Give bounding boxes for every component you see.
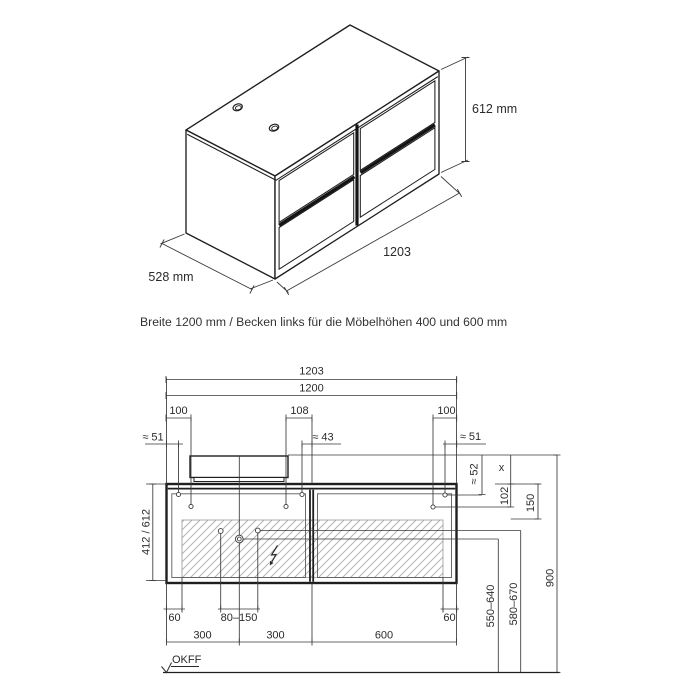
dim-cabinet-heights: 412 / 612 bbox=[140, 509, 153, 555]
floor-label: OKFF bbox=[172, 654, 202, 666]
dim-300-right: 300 bbox=[266, 629, 285, 642]
dim-valve-height: 580–670 bbox=[508, 582, 520, 626]
installation-drawing bbox=[141, 366, 561, 673]
valve-connection-left bbox=[218, 529, 223, 534]
dim-approx-51-right: ≈ 51 bbox=[459, 431, 482, 443]
dim-tap-spacing: 80–150 bbox=[220, 612, 258, 624]
dim-300-left: 300 bbox=[193, 629, 212, 642]
dim-approx-51-left: ≈ 51 bbox=[142, 431, 164, 444]
floor-line-group bbox=[162, 663, 560, 673]
dim-900: 900 bbox=[544, 568, 557, 588]
dim-102: 102 bbox=[499, 486, 511, 506]
dim-body-width: 1200 bbox=[299, 382, 324, 395]
dim-60-right: 60 bbox=[443, 612, 456, 624]
dim-approx-43: ≈ 43 bbox=[312, 431, 334, 444]
valve-connection-right bbox=[255, 528, 260, 533]
dim-drain-height: 550–640 bbox=[485, 584, 497, 628]
iso-depth-label: 528 mm bbox=[148, 270, 194, 284]
dim-variable-x: x bbox=[498, 462, 505, 474]
isometric-view bbox=[148, 25, 517, 295]
iso-height-label: 612 mm bbox=[472, 102, 518, 116]
cabinet-box bbox=[186, 25, 439, 279]
dim-overall-width: 1203 bbox=[299, 365, 324, 378]
dim-left-100: 100 bbox=[169, 405, 188, 417]
dim-150: 150 bbox=[525, 493, 537, 513]
iso-width-label: 1203 bbox=[383, 245, 411, 259]
dim-right-100: 100 bbox=[437, 405, 456, 417]
dim-60-left: 60 bbox=[168, 612, 181, 624]
dim-600: 600 bbox=[374, 629, 394, 642]
level-mark-icon bbox=[162, 663, 172, 673]
dim-center-108: 108 bbox=[290, 405, 309, 417]
caption-text: Breite 1200 mm / Becken links für die Möbelhöhen 400 und 600 mm bbox=[140, 315, 508, 329]
dim-approx-52: ≈ 52 bbox=[468, 463, 481, 485]
